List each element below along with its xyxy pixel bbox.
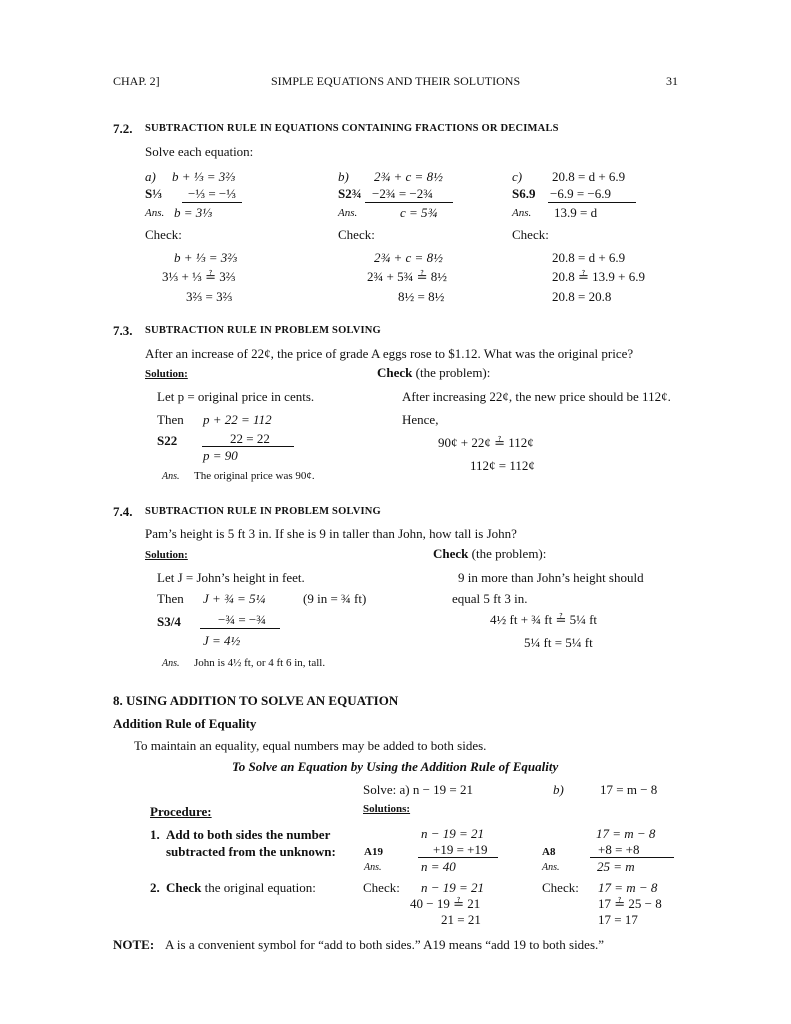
- problem-title-7-3: SUBTRACTION RULE IN PROBLEM SOLVING: [145, 325, 381, 336]
- part-a-check-line3: 3⅔ = 3⅔: [186, 289, 233, 304]
- let-statement-7-3: Let p = original price in cents.: [157, 389, 315, 404]
- part-b-check-label: Check:: [338, 227, 375, 242]
- part-c-check-line3: 20.8 = 20.8: [552, 289, 612, 304]
- check-line2-7-4: equal 5 ft 3 in.: [452, 591, 528, 606]
- subtract-line-7-3: 22 = 22: [230, 431, 270, 446]
- part-b-label: b): [338, 169, 349, 184]
- part-c-label: c): [512, 169, 523, 184]
- step1-text: Add to both sides the number: [166, 827, 331, 842]
- part-a-ans-label: Ans.: [145, 207, 165, 219]
- part-a-answer: b = 3⅓: [174, 205, 213, 220]
- check-line4-7-3: 112¢ = 112¢: [470, 458, 535, 473]
- check-a-line1: n − 19 = 21: [421, 880, 485, 895]
- part-c-check-line1: 20.8 = d + 6.9: [552, 250, 626, 265]
- part-b-subtract: −2¾ = −2¾: [372, 186, 433, 201]
- solution-a-line1: n − 19 = 21: [421, 826, 485, 841]
- part-a-operation: S⅓: [145, 186, 162, 201]
- section-heading-8: 8. USING ADDITION TO SOLVE AN EQUATION: [113, 693, 399, 708]
- check-a-line2: 40 − 19 ≟ 21: [410, 896, 481, 911]
- conversion-note-7-4: (9 in = ¾ ft): [303, 591, 367, 606]
- check-label-7-3: Check: [377, 365, 413, 380]
- part-b-operation: S2¾: [338, 186, 362, 201]
- then-label-7-3: Then: [157, 412, 184, 427]
- check-b-line2: 17 ≟ 25 − 8: [598, 896, 662, 911]
- step2-number: 2.: [150, 880, 160, 895]
- solution-a-rule: [418, 857, 498, 858]
- solution-b-operation: A8: [542, 846, 556, 858]
- procedure-table-title: To Solve an Equation by Using the Addition Rule of Equality: [232, 759, 559, 774]
- part-a-check-line2: 3⅓ + ⅓ ≟ 3⅔: [162, 269, 236, 284]
- part-b-check-line3: 8½ = 8½: [398, 289, 445, 304]
- ans-label-7-3: Ans.: [162, 471, 180, 482]
- check-b-line3: 17 = 17: [598, 912, 638, 927]
- procedure-label: Procedure:: [150, 804, 212, 819]
- check-a-label: Check:: [363, 880, 400, 895]
- solution-a-line2: +19 = +19: [433, 842, 488, 857]
- solve-b-label: b): [553, 782, 564, 797]
- problem-text-7-3: After an increase of 22¢, the price of grade A eggs rose to $1.12. What was the original price?: [145, 346, 634, 361]
- equation-7-4: J + ¾ = 5¼: [203, 591, 266, 606]
- note-text: A is a convenient symbol for “add to both sides.” A19 means “add 19 to both sides.”: [165, 937, 605, 952]
- chapter-label: CHAP. 2]: [113, 74, 160, 88]
- step1-number: 1.: [150, 827, 160, 842]
- check-line3-7-4: 4½ ft + ¾ ft ≟ 5¼ ft: [490, 612, 598, 627]
- part-b-ans-label: Ans.: [338, 207, 358, 219]
- part-a-rule: [182, 202, 242, 203]
- answer-7-3: The original price was 90¢.: [194, 470, 315, 482]
- rule-7-4: [200, 628, 280, 629]
- ans-label-7-4: Ans.: [162, 658, 180, 669]
- part-b-check-line1: 2¾ + c = 8½: [374, 250, 443, 265]
- problem-number-7-3: 7.3.: [113, 323, 133, 338]
- part-b-check-line2: 2¾ + 5¾ ≟ 8½: [367, 269, 447, 284]
- solution-b-ans-label: Ans.: [542, 862, 560, 873]
- check-suffix-7-3: (the problem):: [415, 365, 491, 380]
- solution-label-7-3: Solution:: [145, 368, 188, 380]
- step1-text-continued: subtracted from the unknown:: [166, 844, 336, 859]
- check-line4-7-4: 5¼ ft = 5¼ ft: [524, 635, 593, 650]
- part-b-equation: 2¾ + c = 8½: [374, 169, 443, 184]
- part-a-check-line1: b + ⅓ = 3⅔: [174, 250, 238, 265]
- step2-text: the original equation:: [204, 880, 316, 895]
- result-7-4: J = 4½: [203, 633, 241, 648]
- let-statement-7-4: Let J = John’s height in feet.: [157, 570, 305, 585]
- part-a-subtract: −⅓ = −⅓: [188, 186, 236, 201]
- problem-title-7-4: SUBTRACTION RULE IN PROBLEM SOLVING: [145, 506, 381, 517]
- solution-b-line1: 17 = m − 8: [596, 826, 656, 841]
- problem-prompt-7-2: Solve each equation:: [145, 144, 254, 159]
- check-heading-7-3: [377, 366, 490, 380]
- step2-bold: Check: [166, 880, 202, 895]
- addition-rule-statement: To maintain an equality, equal numbers may be added to both sides.: [134, 738, 487, 753]
- problem-number-7-2: 7.2.: [113, 121, 133, 136]
- check-heading-7-4: [433, 547, 546, 561]
- solution-label-7-4: Solution:: [145, 549, 188, 561]
- rule-7-3: [202, 446, 294, 447]
- check-line1-7-4: 9 in more than John’s height should: [458, 570, 644, 585]
- subtract-line-7-4: −¾ = −¾: [218, 612, 266, 627]
- answer-7-4: John is 4½ ft, or 4 ft 6 in, tall.: [194, 657, 326, 669]
- check-b-line1: 17 = m − 8: [598, 880, 658, 895]
- solve-b-equation: 17 = m − 8: [600, 782, 658, 797]
- part-c-ans-label: Ans.: [512, 207, 532, 219]
- part-c-subtract: −6.9 = −6.9: [550, 186, 611, 201]
- operation-7-4: S3/4: [157, 614, 181, 629]
- page-number: 31: [666, 74, 678, 88]
- note-label: NOTE:: [113, 937, 155, 952]
- solution-a-ans-label: Ans.: [364, 862, 382, 873]
- part-c-check-line2: 20.8 ≟ 13.9 + 6.9: [552, 269, 645, 284]
- check-line3-7-3: 90¢ + 22¢ ≟ 112¢: [438, 435, 534, 450]
- check-suffix-7-4: (the problem):: [471, 546, 547, 561]
- part-c-rule: [548, 202, 636, 203]
- check-label-7-4: Check: [433, 546, 469, 561]
- step2-heading: [166, 881, 316, 895]
- subheading-addition-rule: Addition Rule of Equality: [113, 716, 257, 731]
- part-b-rule: [365, 202, 453, 203]
- then-label-7-4: Then: [157, 591, 184, 606]
- solution-a-answer: n = 40: [421, 859, 456, 874]
- solve-a-equation: Solve: a) n − 19 = 21: [363, 782, 473, 797]
- problem-number-7-4: 7.4.: [113, 504, 133, 519]
- part-c-check-label: Check:: [512, 227, 549, 242]
- result-7-3: p = 90: [203, 448, 238, 463]
- operation-7-3: S22: [157, 433, 178, 448]
- part-c-answer: 13.9 = d: [554, 205, 598, 220]
- problem-title-7-2: SUBTRACTION RULE IN EQUATIONS CONTAINING FRACTIONS OR DECIMALS: [145, 123, 559, 134]
- part-a-equation: b + ⅓ = 3⅔: [172, 169, 236, 184]
- solution-b-answer: 25 = m: [597, 859, 635, 874]
- part-b-answer: c = 5¾: [400, 205, 438, 220]
- running-title: SIMPLE EQUATIONS AND THEIR SOLUTIONS: [271, 74, 521, 88]
- check-a-line3: 21 = 21: [441, 912, 481, 927]
- solution-b-rule: [590, 857, 674, 858]
- solutions-label: Solutions:: [363, 803, 411, 815]
- part-c-equation: 20.8 = d + 6.9: [552, 169, 626, 184]
- check-line1-7-3: After increasing 22¢, the new price should be 112¢.: [402, 389, 671, 404]
- part-a-label: a): [145, 169, 156, 184]
- check-b-label: Check:: [542, 880, 579, 895]
- check-line2-7-3: Hence,: [402, 412, 439, 427]
- solution-a-operation: A19: [364, 846, 383, 858]
- part-c-operation: S6.9: [512, 186, 536, 201]
- solution-b-line2: +8 = +8: [598, 842, 640, 857]
- equation-7-3: p + 22 = 112: [203, 412, 272, 427]
- problem-text-7-4: Pam’s height is 5 ft 3 in. If she is 9 in taller than John, how tall is John?: [145, 526, 517, 541]
- part-a-check-label: Check:: [145, 227, 182, 242]
